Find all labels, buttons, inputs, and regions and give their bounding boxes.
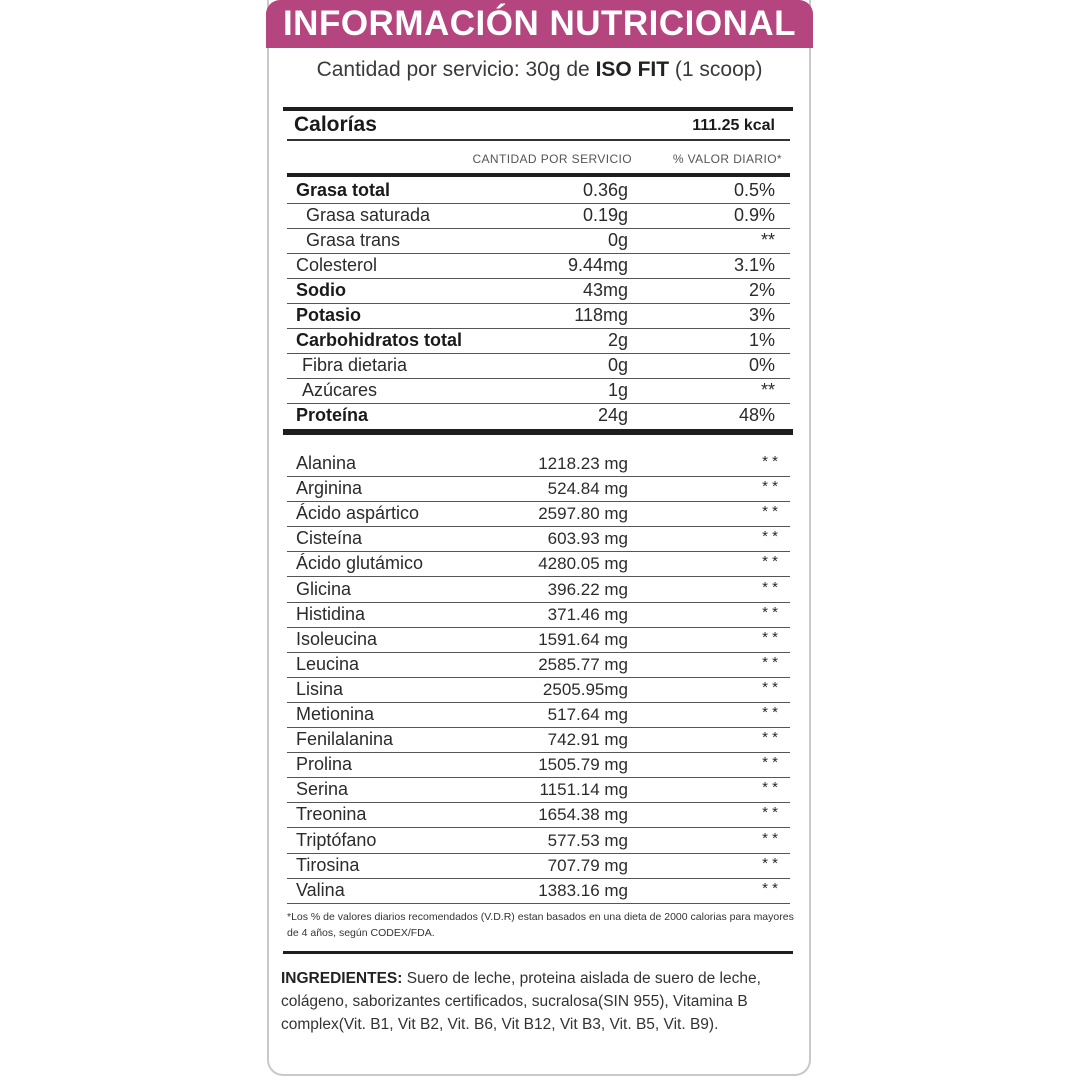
ingredients-text: Suero de leche, proteina aislada de suero de leche, colágeno, saborizantes certificados, sucralosa(SIN 955), Vitamina B complex(Vit. B1, Vit B2, Vit. B6, Vit B12, Vit B3, Vit. B5, Vit. B9). xyxy=(281,970,761,1033)
nutrient-amount: 9.44mg xyxy=(567,255,628,275)
aminoacid-rule xyxy=(287,802,790,803)
aminoacid-dv: * * xyxy=(762,578,778,596)
nutrient-dv: 0.9% xyxy=(733,205,775,225)
aminoacid-dv: * * xyxy=(762,478,778,496)
aminoacid-rule xyxy=(287,878,790,879)
aminoacid-label: Alanina xyxy=(296,453,357,473)
aminoacid-label: Valina xyxy=(296,879,345,900)
nutrient-rule xyxy=(287,203,790,204)
aminoacid-amount: 707.79 mg xyxy=(547,855,628,875)
nutrient-amount: 24g xyxy=(597,405,628,425)
aminoacid-amount: 2585.77 mg xyxy=(538,654,628,674)
nutrient-amount: 0.36g xyxy=(582,180,628,200)
nutrient-rule xyxy=(287,353,790,354)
calories-value: 111.25 kcal xyxy=(692,117,775,134)
aminoacid-label: Triptófano xyxy=(296,829,377,850)
aminoacid-label: Tirosina xyxy=(296,854,360,875)
nutrient-rule xyxy=(287,403,790,404)
aminoacid-label: Serina xyxy=(296,779,349,800)
aminoacid-amount: 1505.79 mg xyxy=(538,755,628,775)
aminoacid-dv: * * xyxy=(762,854,778,872)
label-title: INFORMACIÓN NUTRICIONAL xyxy=(282,4,797,43)
aminoacid-rule xyxy=(287,702,790,703)
nutrient-dv: 0.5% xyxy=(733,180,775,200)
aminoacid-amount: 2505.95mg xyxy=(542,679,628,699)
nutrient-amount: 43mg xyxy=(582,280,628,300)
nutrient-amount: 2g xyxy=(607,330,628,350)
aminoacid-rule xyxy=(287,777,790,778)
calories-label: Calorías xyxy=(294,113,377,136)
aminoacid-rule xyxy=(287,602,790,603)
aminoacid-rule xyxy=(287,627,790,628)
aminoacid-label: Fenilalanina xyxy=(296,729,394,750)
aminoacid-amount: 603.93 mg xyxy=(547,529,628,549)
aminoacid-amount: 1151.14 mg xyxy=(539,780,628,800)
nutrient-amount: 0.19g xyxy=(582,205,628,225)
nutrient-dv: 1% xyxy=(748,330,775,350)
nutrient-dv: 2% xyxy=(748,280,775,300)
aminoacid-rule xyxy=(287,677,790,678)
aminoacid-label: Lisina xyxy=(296,678,344,699)
aminoacid-amount: 524.84 mg xyxy=(547,479,628,499)
nutrient-dv: ** xyxy=(760,380,775,400)
aminoacid-dv: * * xyxy=(762,553,778,571)
aminoacid-dv: * * xyxy=(762,653,778,671)
aminoacid-rule xyxy=(287,652,790,653)
aminoacid-label: Isoleucina xyxy=(296,628,378,649)
aminoacid-rule xyxy=(287,727,790,728)
serving-size xyxy=(266,58,813,82)
aminoacid-dv: * * xyxy=(762,704,778,721)
aminoacid-amount: 742.91 mg xyxy=(547,730,628,750)
aminoacid-dv: * * xyxy=(762,528,778,546)
ingredients-label: INGREDIENTES: xyxy=(281,970,403,987)
aminoacid-dv: * * xyxy=(762,503,778,521)
top-rule xyxy=(283,107,793,111)
calories-rule xyxy=(287,139,790,141)
nutrient-label: Grasa saturada xyxy=(306,205,431,225)
column-header-amount: CANTIDAD POR SERVICIO xyxy=(472,152,632,166)
nutrient-label: Colesterol xyxy=(296,255,378,275)
nutrients-top-rule xyxy=(287,173,790,177)
aminoacid-dv: * * xyxy=(762,754,778,772)
label-header xyxy=(266,0,813,48)
nutrient-label: Grasa trans xyxy=(306,230,401,250)
aminoacid-label: Treonina xyxy=(296,804,367,825)
aminoacid-dv: * * xyxy=(762,729,778,747)
aminoacid-dv: * * xyxy=(762,453,778,470)
aminoacid-dv: * * xyxy=(762,804,778,822)
aminoacid-label: Cisteína xyxy=(296,528,363,549)
protein-thick-rule xyxy=(283,429,793,435)
aminoacid-dv: * * xyxy=(762,779,778,797)
aminoacid-amount: 371.46 mg xyxy=(547,604,628,624)
nutrient-dv: ** xyxy=(760,230,775,250)
aminoacid-amount: 517.64 mg xyxy=(547,705,628,724)
nutrient-amount: 1g xyxy=(607,380,628,400)
aminoacid-label: Histidina xyxy=(296,603,366,624)
nutrient-amount: 0g xyxy=(607,355,628,375)
aminoacid-rule xyxy=(287,551,790,552)
aminoacid-amount: 1383.16 mg xyxy=(538,880,628,900)
aminoacid-rule xyxy=(287,752,790,753)
nutrient-label: Fibra dietaria xyxy=(302,355,408,375)
nutrient-rule xyxy=(287,328,790,329)
column-header-dv: % VALOR DIARIO* xyxy=(672,152,782,166)
aminoacid-dv: * * xyxy=(762,628,778,646)
nutrient-dv: 3.1% xyxy=(733,255,775,275)
aminoacid-amount: 2597.80 mg xyxy=(538,504,628,524)
serving-suffix: (1 scoop) xyxy=(669,58,763,81)
aminoacid-label: Ácido glutámico xyxy=(296,553,424,574)
aminoacid-rule xyxy=(287,501,790,502)
nutrient-label: Sodio xyxy=(296,280,346,300)
nutrient-rule xyxy=(287,303,790,304)
nutrient-label: Grasa total xyxy=(296,180,391,200)
nutrient-rule xyxy=(287,278,790,279)
footnote: *Los % de valores diarios recomendados (V.D.R) estan basados en una dieta de 2000 calorias para mayores de 4 años, según CODEX/FDA. xyxy=(287,911,794,939)
nutrient-label: Proteína xyxy=(296,405,369,425)
ingredients xyxy=(281,967,806,1036)
aminoacid-rule xyxy=(287,903,790,904)
aminoacid-label: Ácido aspártico xyxy=(296,503,420,524)
aminoacid-label: Arginina xyxy=(296,478,363,499)
nutrient-label: Azúcares xyxy=(302,380,378,400)
aminoacid-amount: 577.53 mg xyxy=(547,830,628,850)
aminoacid-rule xyxy=(287,526,790,527)
aminoacid-rule xyxy=(287,576,790,577)
nutrient-rule xyxy=(287,378,790,379)
nutrient-rule xyxy=(287,228,790,229)
aminoacid-label: Metionina xyxy=(296,704,375,724)
nutrient-label: Carbohidratos total xyxy=(296,330,463,350)
footnote-rule xyxy=(283,951,793,954)
aminoacid-rule xyxy=(287,827,790,828)
aminoacid-amount: 1654.38 mg xyxy=(538,805,628,825)
aminoacid-amount: 4280.05 mg xyxy=(538,554,628,574)
nutrient-amount: 118mg xyxy=(574,305,628,325)
aminoacid-rule xyxy=(287,853,790,854)
aminoacid-dv: * * xyxy=(762,603,778,621)
nutrient-amount: 0g xyxy=(607,230,628,250)
aminoacid-amount: 1591.64 mg xyxy=(538,629,628,649)
serving-prefix: Cantidad por servicio: 30g de xyxy=(316,58,596,81)
nutrient-rule xyxy=(287,253,790,254)
aminoacid-amount: 1218.23 mg xyxy=(538,454,628,473)
aminoacid-rule xyxy=(287,476,790,477)
aminoacid-label: Leucina xyxy=(296,653,360,674)
nutrient-dv: 48% xyxy=(738,405,775,425)
aminoacid-dv: * * xyxy=(762,829,778,847)
aminoacid-dv: * * xyxy=(762,879,778,897)
aminoacid-amount: 396.22 mg xyxy=(547,579,628,599)
nutrient-dv: 3% xyxy=(748,305,775,325)
aminoacid-label: Glicina xyxy=(296,578,352,599)
aminoacid-dv: * * xyxy=(762,678,778,696)
nutrient-dv: 0% xyxy=(748,355,775,375)
product-name: ISO FIT xyxy=(595,58,670,81)
aminoacid-label: Prolina xyxy=(296,754,353,775)
nutrient-label: Potasio xyxy=(296,305,362,325)
